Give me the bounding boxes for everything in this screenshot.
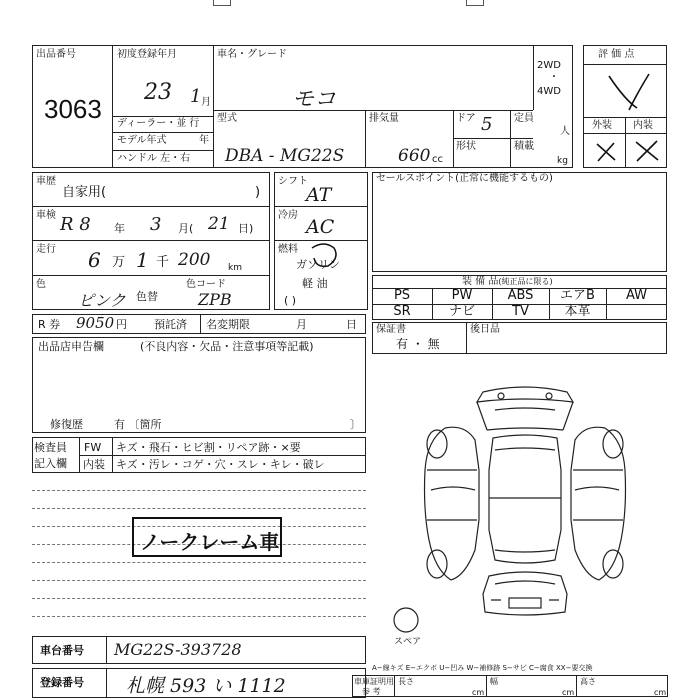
shaken-year-unit: 年 bbox=[114, 222, 125, 235]
drive-dot: ・ bbox=[549, 72, 559, 83]
interior-label: 内装 bbox=[633, 120, 653, 131]
rating-cross-mark bbox=[605, 70, 655, 114]
person-unit: 人 bbox=[560, 126, 570, 137]
repair-label: 修復歴 bbox=[50, 418, 83, 431]
sales-point-box bbox=[372, 172, 667, 272]
color-code-value: ZPB bbox=[198, 290, 232, 309]
handle-label: ハンドル 左・右 bbox=[117, 153, 191, 164]
memo-line bbox=[32, 598, 366, 599]
chassis-label: 車台番号 bbox=[40, 644, 84, 657]
displacement-label: 排気量 bbox=[369, 113, 399, 124]
equipment-subtitle: (純正品に限る) bbox=[498, 277, 553, 286]
shaken-day: 21 bbox=[208, 214, 230, 234]
equip-airbag: エアB bbox=[560, 288, 595, 303]
repair-value: 有 〔箇所 bbox=[114, 418, 162, 431]
mileage-rest: 200 bbox=[178, 250, 211, 270]
name-value: モコ bbox=[292, 87, 337, 112]
month-unit: 月 bbox=[201, 97, 211, 108]
warranty-label: 保証書 bbox=[376, 324, 406, 335]
first-reg-month: 1 bbox=[190, 86, 202, 107]
garage-width-label: 幅 bbox=[490, 677, 498, 686]
door-label: ドア bbox=[456, 113, 476, 124]
top-mark-right bbox=[466, 0, 484, 6]
inspector-fw-text: キズ・飛石・ヒビ割・リペア跡・×要 bbox=[116, 441, 301, 454]
shaken-month: 3 bbox=[150, 214, 162, 235]
kg-unit: kg bbox=[557, 156, 568, 166]
inspector-label2: 記入欄 bbox=[34, 457, 67, 470]
fuel-paren: ( ) bbox=[284, 294, 297, 307]
capacity-label: 定員 bbox=[514, 113, 534, 124]
memo-line bbox=[32, 616, 366, 617]
recycle-r-value: 9050 bbox=[76, 314, 115, 332]
color-code-label: 色コード bbox=[186, 279, 226, 290]
history-label: 車歴 bbox=[36, 176, 56, 187]
shaken-day-unit: 日) bbox=[238, 222, 254, 235]
memo-line bbox=[32, 508, 366, 509]
memo-line bbox=[32, 562, 366, 563]
registration-label: 登録番号 bbox=[40, 676, 84, 689]
memo-line bbox=[32, 580, 366, 581]
mileage-sen-unit: 千 bbox=[156, 255, 170, 270]
exterior-cross-mark bbox=[594, 140, 618, 164]
first-reg-label: 初度登録年月 bbox=[117, 49, 177, 60]
equipment-title-text: 装 備 品 bbox=[462, 276, 499, 287]
inspector-int-text: キズ・汚レ・コゲ・穴・スレ・キレ・破レ bbox=[116, 458, 325, 471]
chassis-value: MG22S-393728 bbox=[114, 640, 242, 659]
shaken-month-unit: 月( bbox=[178, 222, 194, 235]
no-claim-stamp bbox=[132, 517, 282, 557]
garage-length-label: 長さ bbox=[398, 677, 414, 686]
recycle-r-label: R 券 bbox=[38, 318, 61, 331]
equip-pw: PW bbox=[451, 288, 473, 303]
interior-cross-mark bbox=[633, 138, 661, 164]
dealer-label: ディーラー・並 行 bbox=[117, 118, 200, 129]
registration-value: 札幌 593 い 1112 bbox=[126, 675, 286, 697]
drive-4wd: 4WD bbox=[537, 86, 561, 97]
repair-close: 〕 bbox=[350, 418, 361, 431]
no-claim-stamp-text: ノークレーム車 bbox=[140, 530, 280, 554]
shaken-era: R 8 bbox=[60, 214, 91, 235]
mileage-man-unit: 万 bbox=[112, 255, 126, 270]
color-value: ピンク bbox=[78, 291, 126, 310]
garage-ref-label: 参 考 bbox=[362, 687, 381, 696]
fuel-light-oil: 軽 油 bbox=[302, 277, 328, 290]
inspector-label1: 検査員 bbox=[34, 441, 67, 454]
door-value: 5 bbox=[481, 114, 493, 135]
lot-label: 出品番号 bbox=[36, 49, 76, 60]
type-label: 型式 bbox=[217, 113, 237, 124]
notes-label: 出品店申告欄 bbox=[38, 340, 104, 353]
inspector-fw-label: FW bbox=[84, 441, 102, 454]
equip-leather: 本革 bbox=[564, 304, 591, 319]
memo-line bbox=[32, 490, 366, 491]
shift-value: AT bbox=[306, 184, 332, 206]
equip-aw: AW bbox=[625, 288, 648, 303]
equip-abs: ABS bbox=[507, 288, 534, 303]
name-change-label: 名変期限 bbox=[206, 318, 250, 331]
equip-navi: ナビ bbox=[448, 304, 475, 319]
car-damage-diagram bbox=[405, 380, 645, 630]
model-year-label: モデル年式 bbox=[117, 135, 167, 146]
km-unit: km bbox=[228, 263, 242, 273]
spare-label: スペア bbox=[394, 637, 422, 647]
recycle-r-unit: 円 bbox=[116, 318, 127, 331]
color-change-label: 色替 bbox=[136, 290, 158, 303]
garage-cert-label: 車庫証明用 bbox=[354, 677, 394, 686]
mileage-sen: 1 bbox=[136, 248, 149, 272]
damage-legend: A−線キズ E−エクボ U−凹み W−補修跡 S−サビ C−腐食 XX−要交換 bbox=[372, 664, 593, 672]
spare-tire-icon bbox=[392, 606, 420, 634]
drive-2wd: 2WD bbox=[537, 60, 561, 71]
fuel-gasoline: ガソリン bbox=[296, 258, 340, 271]
mileage-man: 6 bbox=[88, 248, 101, 272]
color-label: 色 bbox=[36, 279, 46, 290]
mileage-label: 走行 bbox=[36, 244, 56, 255]
history-close: ) bbox=[255, 185, 261, 200]
warranty-date-label: 後日品 bbox=[470, 324, 500, 335]
top-mark-left bbox=[213, 0, 231, 6]
name-label: 車名・グレード bbox=[217, 49, 287, 60]
ac-value: AC bbox=[306, 216, 335, 238]
fuel-label: 燃料 bbox=[278, 244, 298, 255]
shaken-label: 車検 bbox=[36, 210, 56, 221]
inspector-int-label: 内装 bbox=[83, 458, 105, 471]
shift-label: シフト bbox=[278, 176, 308, 187]
warranty-value: 有 ・ 無 bbox=[396, 337, 440, 351]
exterior-label: 外装 bbox=[592, 120, 612, 131]
displacement-value: 660 bbox=[398, 146, 431, 166]
equip-tv: TV bbox=[512, 304, 529, 319]
garage-length-unit: cm bbox=[472, 688, 485, 697]
name-change-day: 日 bbox=[346, 318, 357, 331]
type-value: DBA - MG22S bbox=[225, 146, 345, 166]
load-label: 積載 bbox=[514, 141, 534, 152]
equip-sr: SR bbox=[393, 304, 411, 319]
garage-height-label: 高さ bbox=[580, 677, 596, 686]
recycle-deposit-label: 預託済 bbox=[154, 318, 187, 331]
ac-label: 冷房 bbox=[278, 210, 298, 221]
first-reg-year: 23 bbox=[144, 80, 172, 105]
sales-point-label: セールスポイント(正常に機能するもの) bbox=[376, 173, 553, 184]
equipment-title bbox=[462, 276, 553, 288]
rating-label: 評 価 点 bbox=[598, 49, 635, 60]
lot-number: 3063 bbox=[44, 94, 102, 124]
garage-height-unit: cm bbox=[654, 688, 667, 697]
history-value: 自家用( bbox=[62, 185, 107, 200]
name-change-month: 月 bbox=[296, 318, 307, 331]
notes-sub: (不良内容・欠品・注意事項等記載) bbox=[140, 340, 314, 353]
cc-unit: cc bbox=[432, 154, 443, 165]
fuel-circle-mark bbox=[306, 240, 342, 270]
equip-ps: PS bbox=[393, 288, 411, 303]
year-unit: 年 bbox=[199, 135, 209, 146]
garage-width-unit: cm bbox=[562, 688, 575, 697]
shape-label: 形状 bbox=[456, 141, 476, 152]
